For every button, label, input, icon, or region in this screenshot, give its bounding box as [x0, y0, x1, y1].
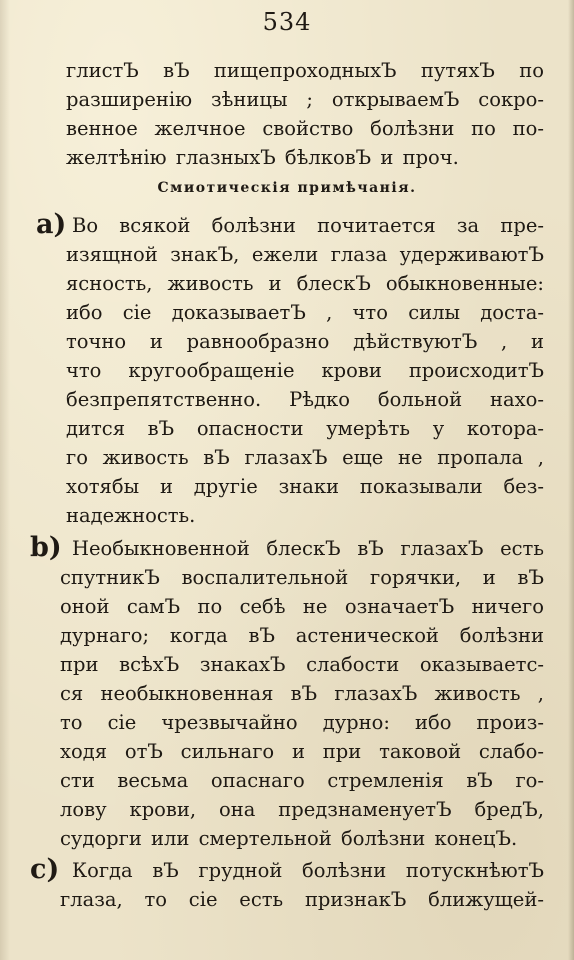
text-line: глаза, то сіе есть признакЪ ближущей-: [60, 888, 544, 911]
text-line: безпрепятственно. Рѣдко больной нахо-: [66, 388, 544, 411]
text-line: изящной знакЪ, ежели глаза удерживаютЪ: [66, 243, 544, 266]
text-line: лову крови, она предзнаменуетЪ бредЪ,: [60, 798, 544, 821]
page-gutter-shadow: [0, 0, 10, 960]
text-line: дурнаго; когда вЪ астенической болѣзни: [60, 624, 544, 647]
text-line: Необыкновенной блескЪ вЪ глазахЪ есть: [72, 537, 544, 560]
text-line: ясность, живость и блескЪ обыкновенные:: [66, 272, 544, 295]
text-line: судорги или смертельной болѣзни конецЪ.: [60, 827, 518, 850]
text-line: спутникЪ воспалительной горячки, и вЪ: [60, 566, 544, 589]
text-line: надежность.: [66, 504, 196, 527]
text-line: разширенію зѣницы ; открываемЪ сокро-: [66, 88, 544, 111]
text-line: Во всякой болѣзни почитается за пре-: [72, 214, 544, 237]
text-line: венное желчное свойство болѣзни по по-: [66, 117, 544, 140]
text-line: хотябы и другіе знаки показывали без-: [66, 475, 544, 498]
text-line: ходя отЪ сильнаго и при таковой слабо-: [60, 740, 544, 763]
text-line: ся необыкновенная вЪ глазахЪ живость ,: [60, 682, 544, 705]
page-edge-shadow: [568, 0, 574, 960]
section-heading: Смиотическія примѣчанія.: [157, 180, 417, 196]
item-marker: b): [30, 532, 62, 563]
text-line: го живость вЪ глазахЪ еще не пропала ,: [66, 446, 544, 469]
text-line: точно и равнообразно дѣйствуютЪ , и: [66, 330, 544, 353]
text-line: при всѣхЪ знакахЪ слабости оказываетс-: [60, 653, 544, 676]
item-marker: a): [36, 209, 67, 240]
item-marker: c): [30, 854, 60, 885]
text-line: Когда вЪ грудной болѣзни потускнѣютЪ: [72, 859, 544, 882]
text-line: что кругообращеніе крови происходитЪ: [66, 359, 544, 382]
text-line: оной самЪ по себѣ не означаетЪ ничего: [60, 595, 544, 618]
text-line: ибо сіе доказываетЪ , что силы доста-: [66, 301, 544, 324]
text-line: желтѣнію глазныхЪ бѣлковЪ и проч.: [66, 146, 459, 169]
text-line: глистЪ вЪ пищепроходныхЪ путяхЪ по: [66, 59, 544, 82]
text-line: то сіе чрезвычайно дурно: ибо произ-: [60, 711, 544, 734]
text-line: сти весьма опаснаго стремленія вЪ го-: [60, 769, 544, 792]
text-line: дится вЪ опасности умерѣть у котора-: [66, 417, 544, 440]
page-number: 534: [262, 8, 312, 36]
